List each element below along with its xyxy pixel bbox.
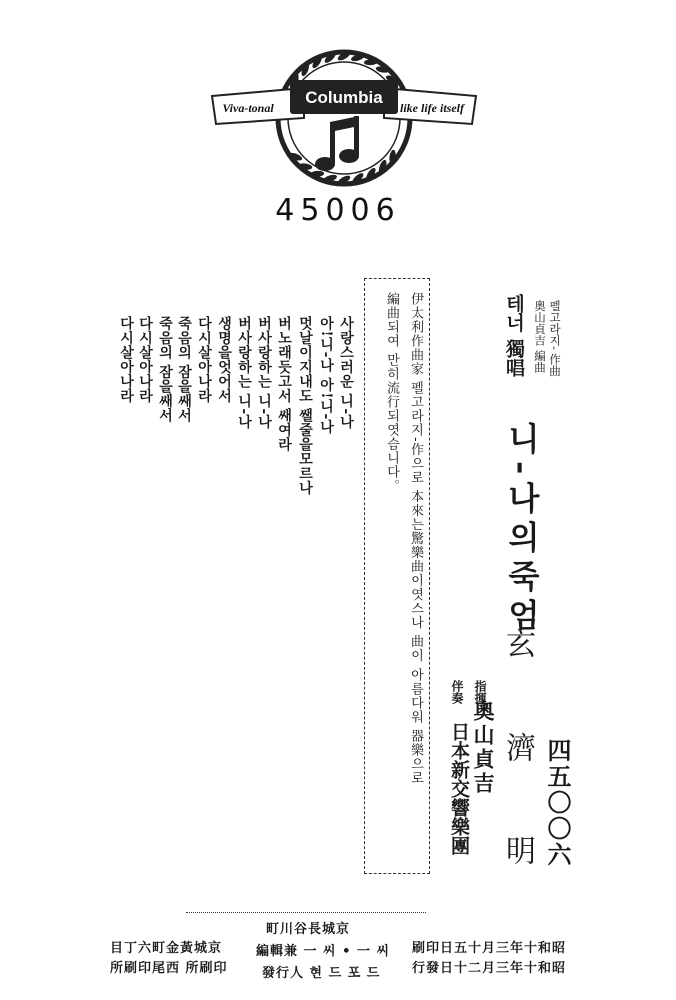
print-date: 昭和十年三月十五日印刷 (412, 941, 567, 956)
song-title: 니-나의죽엄 (503, 422, 541, 638)
lyric-line-10: 죽음의 잠을쌔서 (157, 316, 173, 423)
publisher-name: 編輯兼 一 씨 • 一 씨 (256, 944, 391, 959)
columbia-logo (206, 38, 482, 208)
composer-credit: 펠고라지- 作曲 (548, 300, 562, 377)
logo-right-banner: like life itself (400, 101, 464, 115)
catalog-number-kanji: 四五〇〇六 (543, 738, 572, 868)
arranger-credit: 奧山貞吉 編曲 (533, 300, 547, 373)
logo-brand: Columbia (305, 88, 383, 107)
colophon-divider (186, 912, 426, 913)
lyric-line-12: 다시살아나라 (118, 316, 134, 403)
lyric-line-9: 죽음의 잠을쌔서 (176, 316, 192, 423)
lyric-line-4: 버노래듯고서 쌔여라 (276, 316, 292, 452)
lyric-line-6: 버사랑하는 니-나 (236, 316, 252, 430)
singer-char-2: 濟 (500, 731, 535, 764)
note-line-2: 編曲되여 만히流行되엿슴니다。 (384, 292, 399, 494)
singer-name (495, 628, 539, 867)
lyric-line-5: 버사랑하는 니-나 (256, 316, 272, 430)
printer-address: 京城黃金町六丁目 (110, 941, 223, 956)
conductor-label: 指揮 (473, 680, 487, 704)
lyric-line-8: 다시살아나라 (196, 316, 212, 403)
logo-left-banner: Viva-tonal (222, 101, 274, 115)
singer-char-1: 玄 (500, 628, 535, 660)
lyric-line-11: 다시살아나라 (137, 316, 153, 403)
accompaniment-label: 伴奏 (450, 680, 464, 704)
catalog-number: 45006 (275, 193, 401, 228)
lyric-line-1: 사랑스러운 니-나 (338, 316, 354, 430)
publisher-title: 發行人 현 드 포 드 (262, 966, 381, 981)
lyric-line-2: 아!니-나 아!니-나 (318, 316, 334, 435)
music-note-icon (315, 116, 359, 171)
accompaniment-name: 日本新交響樂團 (448, 722, 470, 855)
note-line-1: 伊太利作曲家 펠고라지-作으로 本來는驚樂曲이엿스나 曲이 아름다워 器樂으로 (408, 292, 423, 786)
printer-name: 印刷所 西尾印刷所 (110, 961, 228, 976)
publisher-address: 京城長谷川町 (266, 922, 351, 937)
issue-date: 昭和十年三月二十日發行 (412, 961, 567, 976)
performance-type: 테너 獨唱 (503, 294, 525, 377)
singer-char-3: 明 (500, 835, 535, 868)
lyric-line-3: 멋날이지내도 쌜줄을모르나 (297, 316, 313, 496)
conductor-name: 奧山貞吉 (471, 700, 496, 796)
lyric-line-7: 생명을엇어서 (216, 316, 232, 403)
